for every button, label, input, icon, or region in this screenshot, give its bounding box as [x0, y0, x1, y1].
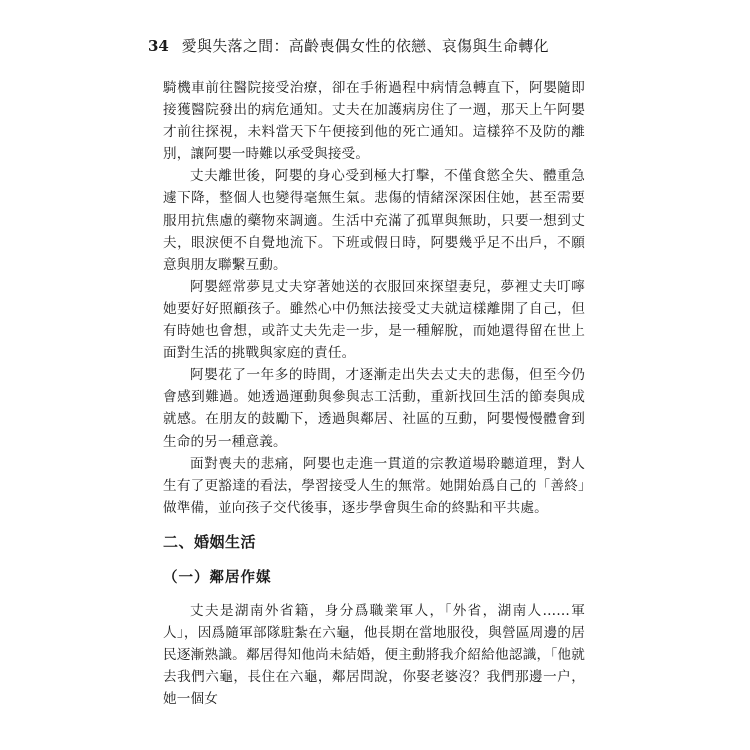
- paragraph: 丈夫離世後，阿嬰的身心受到極大打擊，不僅食慾全失、體重急遽下降，整個人也變得毫無生氣。悲傷的情緒深深困住她，甚至需要服用抗焦慮的藥物來調適。生活中充滿了孤單與無助，只要一想到丈夫，眼淚便不自覺地流下。下班或假日時，阿嬰幾乎足不出戶，不願意與朋友聯繫互動。: [163, 168, 585, 273]
- page-number: 34: [148, 37, 169, 55]
- running-header: [148, 34, 608, 58]
- page-body: [163, 77, 585, 710]
- paragraph: 騎機車前往醫院接受治療，卻在手術過程中病情急轉直下，阿嬰隨即接獲醫院發出的病危通知。丈夫在加護病房住了一週，那天上午阿嬰才前往探視，未料當天下午便接到他的死亡通知。這樣猝不及防的離別，讓阿嬰一時難以承受與接受。: [163, 80, 585, 163]
- subsection-heading: （一）鄰居作媒: [163, 568, 272, 586]
- paragraph: 丈夫是湖南外省籍，身分爲職業軍人，「外省，湖南人……軍人」，因爲隨軍部隊駐紮在六龜，他長期在當地服役，與營區周邊的居民逐漸熟識。鄰居得知他尚未結婚，便主動將我介紹給他認識，「他就去我們六龜，長住在六龜，鄰居問說，你娶老婆沒？我們那邊一户，她一個女: [163, 602, 585, 708]
- section-heading: 二、婚姻生活: [163, 532, 257, 551]
- paragraph: 阿嬰花了一年多的時間，才逐漸走出失去丈夫的悲傷，但至今仍會感到難過。她透過運動與參與志工活動，重新找回生活的節奏與成就感。在朋友的鼓勵下，透過與鄰居、社區的互動，阿嬰慢慢體會到生命的另一種意義。: [163, 367, 585, 450]
- paragraph: 阿嬰經常夢見丈夫穿著她送的衣服回來探望妻兒，夢裡丈夫叮嚀她要好好照顧孩子。雖然心中仍無法接受丈夫就這樣離開了自己，但有時她也會想，或許丈夫先走一步，是一種解脫，而她還得留在世上面對生活的挑戰與家庭的責任。: [163, 278, 585, 362]
- book-title: 愛與失落之間：高齡喪偶女性的依戀、哀傷與生命轉化: [181, 37, 549, 55]
- paragraph: 面對喪夫的悲痛，阿嬰也走進一貫道的宗教道場聆聽道理，對人生有了更豁達的看法，學習接受人生的無常。她開始爲自己的「善終」做準備，並向孩子交代後事，逐步學會與生命的終點和平共處。: [163, 455, 585, 516]
